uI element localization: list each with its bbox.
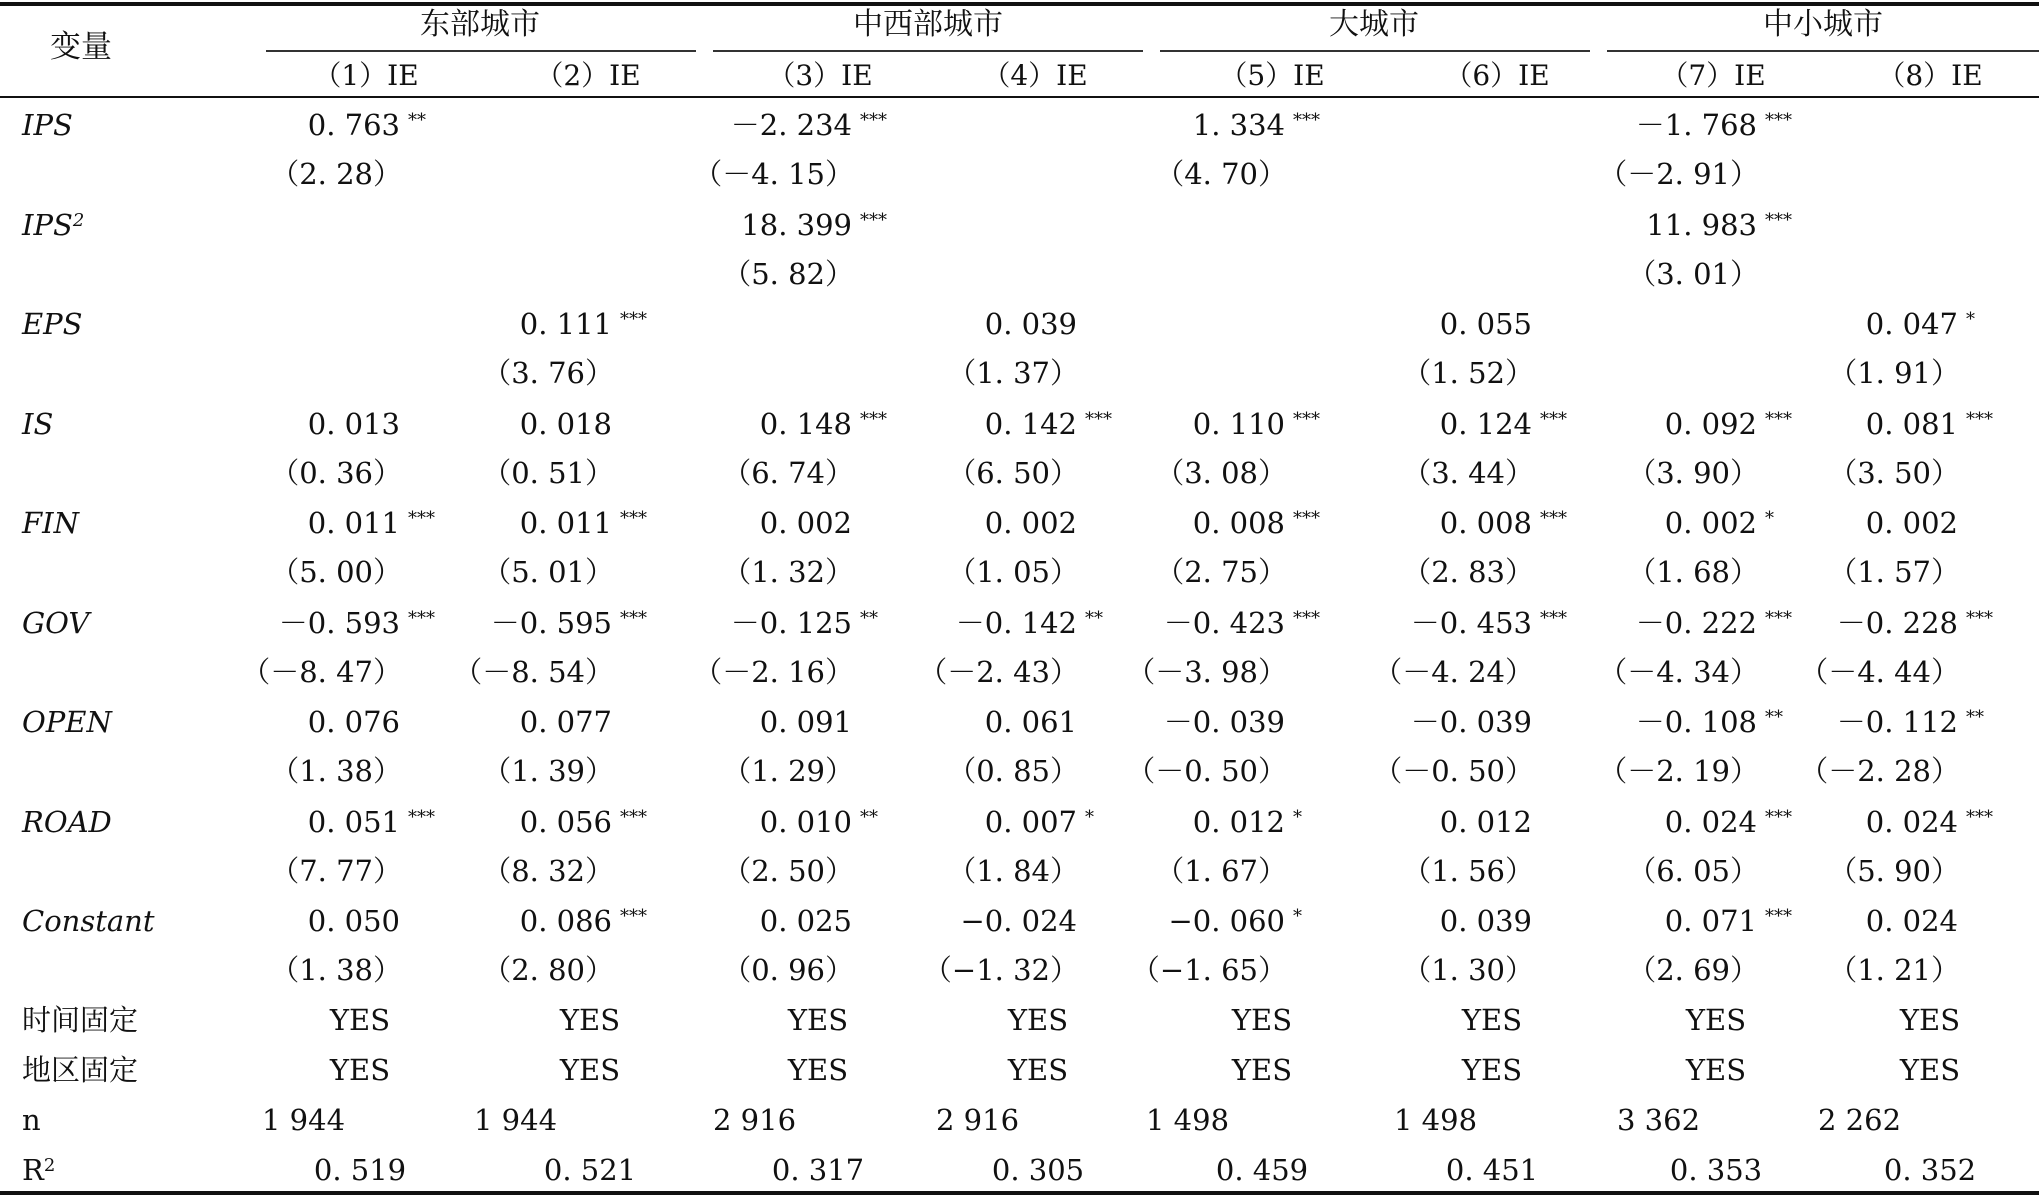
group-rule-central-west bbox=[713, 50, 1143, 52]
significance-stars: *** bbox=[1540, 409, 1567, 430]
t-stat-cell: （－2. 28） bbox=[1799, 754, 1960, 788]
row-label-7-text: OPEN bbox=[22, 705, 112, 739]
t-stat-cell: （1. 38） bbox=[270, 953, 402, 987]
footer-cell: YES bbox=[559, 1053, 621, 1087]
footer-cell: YES bbox=[787, 1003, 849, 1037]
footer-cell: 1 498 bbox=[1394, 1103, 1478, 1137]
row-label-9-text: Constant bbox=[22, 904, 155, 938]
t-stat-cell: （3. 08） bbox=[1155, 456, 1287, 490]
footer-label-text: 地区固定 bbox=[22, 1053, 139, 1087]
coefficient-cell: 0. 092 bbox=[1664, 407, 1757, 441]
significance-stars: ** bbox=[860, 608, 878, 629]
significance-stars: *** bbox=[1966, 409, 1993, 430]
row-label-9 bbox=[22, 904, 154, 938]
coefficient-cell: 0. 002 bbox=[984, 506, 1077, 540]
coefficient-cell: －1. 768 bbox=[1635, 108, 1757, 142]
footer-cell: 0. 519 bbox=[313, 1153, 407, 1187]
header-rule bbox=[0, 96, 2039, 98]
significance-stars: ** bbox=[408, 110, 426, 131]
significance-stars: *** bbox=[620, 608, 647, 629]
coefficient-cell: 0. 039 bbox=[1439, 904, 1532, 938]
significance-stars: *** bbox=[620, 309, 647, 330]
coefficient-cell: 0. 012 bbox=[1192, 805, 1285, 839]
t-stat-cell: （1. 67） bbox=[1155, 854, 1287, 888]
coefficient-cell: －0. 453 bbox=[1410, 606, 1532, 640]
t-stat-cell: （3. 44） bbox=[1402, 456, 1534, 490]
t-stat-cell: （2. 50） bbox=[722, 854, 854, 888]
coefficient-cell: 0. 007 bbox=[984, 805, 1077, 839]
column-header-3: （3）IE bbox=[767, 59, 873, 92]
column-header-8: （8）IE bbox=[1877, 59, 1983, 92]
footer-cell: YES bbox=[1007, 1053, 1069, 1087]
t-stat-cell: （－4. 34） bbox=[1598, 655, 1759, 689]
coefficient-cell: 0. 111 bbox=[519, 307, 612, 341]
footer-label-text: 时间固定 bbox=[22, 1003, 139, 1037]
footer-cell: YES bbox=[559, 1003, 621, 1037]
coefficient-cell: 1. 334 bbox=[1192, 108, 1285, 142]
group-rule-large bbox=[1160, 50, 1590, 52]
footer-cell: YES bbox=[1899, 1053, 1961, 1087]
coefficient-cell: 0. 012 bbox=[1439, 805, 1532, 839]
row-label-7 bbox=[22, 705, 112, 739]
t-stat-cell: （3. 76） bbox=[482, 356, 614, 390]
coefficient-cell: －0. 595 bbox=[490, 606, 612, 640]
column-header-6: （6）IE bbox=[1444, 59, 1550, 92]
coefficient-cell: 0. 008 bbox=[1439, 506, 1532, 540]
footer-cell: 2 916 bbox=[936, 1103, 1020, 1137]
t-stat-cell: （2. 83） bbox=[1402, 555, 1534, 589]
group-header-small-medium: 中小城市 bbox=[1763, 7, 1883, 42]
significance-stars: ** bbox=[860, 807, 878, 828]
significance-stars: *** bbox=[1765, 110, 1792, 131]
t-stat-cell: （1. 30） bbox=[1402, 953, 1534, 987]
t-stat-cell: （－8. 54） bbox=[453, 655, 614, 689]
t-stat-cell: （1. 29） bbox=[722, 754, 854, 788]
significance-stars: *** bbox=[1293, 110, 1320, 131]
coefficient-cell: 0. 008 bbox=[1192, 506, 1285, 540]
coefficient-cell: －0. 112 bbox=[1836, 705, 1958, 739]
t-stat-cell: （1. 84） bbox=[947, 854, 1079, 888]
coefficient-cell: －0. 108 bbox=[1635, 705, 1757, 739]
footer-label-text: n bbox=[22, 1103, 41, 1137]
row-label-3-text: EPS bbox=[22, 307, 83, 341]
footer-cell: YES bbox=[1231, 1053, 1293, 1087]
coefficient-cell: －0. 039 bbox=[1163, 705, 1285, 739]
coefficient-cell: 0. 002 bbox=[1865, 506, 1958, 540]
footer-cell: YES bbox=[1685, 1053, 1747, 1087]
coefficient-cell: 0. 025 bbox=[759, 904, 852, 938]
t-stat-cell: （1. 37） bbox=[947, 356, 1079, 390]
significance-stars: *** bbox=[408, 608, 435, 629]
t-stat-cell: （0. 36） bbox=[270, 456, 402, 490]
footer-label-text: R bbox=[22, 1153, 44, 1187]
significance-stars: *** bbox=[1765, 210, 1792, 231]
significance-stars: *** bbox=[620, 906, 647, 927]
footer-label-1 bbox=[22, 1003, 138, 1037]
coefficient-cell: 0. 061 bbox=[984, 705, 1077, 739]
coefficient-cell: 0. 011 bbox=[519, 506, 612, 540]
coefficient-cell: －0. 222 bbox=[1635, 606, 1757, 640]
row-label-5 bbox=[22, 506, 79, 540]
coefficient-cell: －0. 125 bbox=[730, 606, 852, 640]
significance-stars: *** bbox=[860, 210, 887, 231]
row-label-6 bbox=[22, 606, 89, 640]
t-stat-cell: （5. 00） bbox=[270, 555, 402, 589]
t-stat-cell: （－4. 15） bbox=[693, 157, 854, 191]
significance-stars: *** bbox=[1293, 508, 1320, 529]
significance-stars: * bbox=[1293, 807, 1302, 828]
coefficient-cell: －0. 039 bbox=[1410, 705, 1532, 739]
group-rule-small-medium bbox=[1607, 50, 2039, 52]
t-stat-cell: （1. 68） bbox=[1627, 555, 1759, 589]
row-label-6-text: GOV bbox=[22, 606, 90, 640]
significance-stars: *** bbox=[408, 807, 435, 828]
t-stat-cell: （－2. 16） bbox=[693, 655, 854, 689]
footer-cell: 3 362 bbox=[1617, 1103, 1701, 1137]
coefficient-cell: −0. 060 bbox=[1168, 904, 1285, 938]
footer-cell: YES bbox=[1007, 1003, 1069, 1037]
t-stat-cell: （0. 85） bbox=[947, 754, 1079, 788]
t-stat-cell: （－3. 98） bbox=[1126, 655, 1287, 689]
t-stat-cell: （1. 52） bbox=[1402, 356, 1534, 390]
top-rule bbox=[0, 2, 2039, 6]
significance-stars: * bbox=[1085, 807, 1094, 828]
t-stat-cell: （2. 69） bbox=[1627, 953, 1759, 987]
significance-stars: *** bbox=[1293, 409, 1320, 430]
coefficient-cell: 0. 024 bbox=[1865, 904, 1958, 938]
row-label-1 bbox=[22, 108, 73, 142]
column-header-5: （5）IE bbox=[1219, 59, 1325, 92]
row-label-4 bbox=[22, 407, 53, 441]
significance-stars: *** bbox=[620, 807, 647, 828]
t-stat-cell: （8. 32） bbox=[482, 854, 614, 888]
t-stat-cell: （1. 56） bbox=[1402, 854, 1534, 888]
group-rule-east bbox=[266, 50, 696, 52]
t-stat-cell: （1. 05） bbox=[947, 555, 1079, 589]
t-stat-cell: （6. 74） bbox=[722, 456, 854, 490]
coefficient-cell: 0. 050 bbox=[307, 904, 400, 938]
coefficient-cell: 0. 013 bbox=[307, 407, 400, 441]
t-stat-cell: （－2. 91） bbox=[1598, 157, 1759, 191]
significance-stars: *** bbox=[1765, 409, 1792, 430]
t-stat-cell: （－0. 50） bbox=[1126, 754, 1287, 788]
significance-stars: *** bbox=[1540, 608, 1567, 629]
footer-label-3 bbox=[22, 1103, 41, 1137]
coefficient-cell: －2. 234 bbox=[730, 108, 852, 142]
significance-stars: *** bbox=[1765, 608, 1792, 629]
significance-stars: *** bbox=[1966, 807, 1993, 828]
coefficient-cell: 0. 024 bbox=[1664, 805, 1757, 839]
group-header-large: 大城市 bbox=[1329, 7, 1419, 42]
footer-label-superscript: 2 bbox=[43, 1155, 56, 1176]
coefficient-cell: 18. 399 bbox=[741, 208, 852, 242]
t-stat-cell: （1. 91） bbox=[1828, 356, 1960, 390]
variable-header: 变量 bbox=[50, 29, 112, 65]
row-label-5-text: FIN bbox=[22, 506, 79, 540]
t-stat-cell: （1. 38） bbox=[270, 754, 402, 788]
significance-stars: *** bbox=[1765, 906, 1792, 927]
t-stat-cell: （3. 90） bbox=[1627, 456, 1759, 490]
t-stat-cell: （－2. 43） bbox=[918, 655, 1079, 689]
coefficient-cell: 0. 002 bbox=[1664, 506, 1757, 540]
coefficient-cell: 0. 086 bbox=[519, 904, 612, 938]
significance-stars: * bbox=[1966, 309, 1975, 330]
group-header-east: 东部城市 bbox=[420, 7, 540, 42]
t-stat-cell: （1. 57） bbox=[1828, 555, 1960, 589]
significance-stars: * bbox=[1765, 508, 1774, 529]
coefficient-cell: －0. 142 bbox=[955, 606, 1077, 640]
t-stat-cell: （0. 51） bbox=[482, 456, 614, 490]
coefficient-cell: 0. 010 bbox=[759, 805, 852, 839]
row-label-3 bbox=[22, 307, 83, 341]
t-stat-cell: （－4. 24） bbox=[1373, 655, 1534, 689]
significance-stars: *** bbox=[860, 110, 887, 131]
footer-cell: YES bbox=[329, 1003, 391, 1037]
t-stat-cell: （2. 28） bbox=[270, 157, 402, 191]
coefficient-cell: 0. 056 bbox=[519, 805, 612, 839]
t-stat-cell: （1. 32） bbox=[722, 555, 854, 589]
footer-label-4 bbox=[22, 1153, 55, 1187]
significance-stars: *** bbox=[408, 508, 435, 529]
t-stat-cell: （−1. 65） bbox=[1130, 953, 1287, 987]
column-header-2: （2）IE bbox=[535, 59, 641, 92]
coefficient-cell: 0. 148 bbox=[759, 407, 852, 441]
footer-cell: 0. 459 bbox=[1215, 1153, 1309, 1187]
significance-stars: *** bbox=[1966, 608, 1993, 629]
row-label-4-text: IS bbox=[22, 407, 54, 441]
t-stat-cell: （5. 82） bbox=[722, 257, 854, 291]
row-label-8 bbox=[22, 805, 112, 839]
coefficient-cell: 0. 051 bbox=[307, 805, 400, 839]
coefficient-cell: −0. 024 bbox=[960, 904, 1077, 938]
footer-cell: 0. 352 bbox=[1883, 1153, 1977, 1187]
significance-stars: *** bbox=[1293, 608, 1320, 629]
footer-label-2 bbox=[22, 1053, 138, 1087]
t-stat-cell: （5. 90） bbox=[1828, 854, 1960, 888]
footer-cell: YES bbox=[787, 1053, 849, 1087]
footer-cell: 0. 353 bbox=[1669, 1153, 1763, 1187]
coefficient-cell: 0. 081 bbox=[1865, 407, 1958, 441]
significance-stars: *** bbox=[860, 409, 887, 430]
coefficient-cell: 0. 018 bbox=[519, 407, 612, 441]
coefficient-cell: 0. 110 bbox=[1192, 407, 1285, 441]
t-stat-cell: （4. 70） bbox=[1155, 157, 1287, 191]
footer-cell: YES bbox=[1461, 1053, 1523, 1087]
t-stat-cell: （5. 01） bbox=[482, 555, 614, 589]
t-stat-cell: （－0. 50） bbox=[1373, 754, 1534, 788]
footer-cell: 2 916 bbox=[713, 1103, 797, 1137]
coefficient-cell: 0. 076 bbox=[307, 705, 400, 739]
coefficient-cell: －0. 423 bbox=[1163, 606, 1285, 640]
t-stat-cell: （2. 80） bbox=[482, 953, 614, 987]
significance-stars: * bbox=[1293, 906, 1302, 927]
coefficient-cell: 0. 002 bbox=[759, 506, 852, 540]
bottom-rule bbox=[0, 1191, 2039, 1195]
t-stat-cell: （6. 50） bbox=[947, 456, 1079, 490]
group-header-central-west: 中西部城市 bbox=[853, 7, 1003, 42]
t-stat-cell: （－8. 47） bbox=[241, 655, 402, 689]
t-stat-cell: （－2. 19） bbox=[1598, 754, 1759, 788]
column-header-7: （7）IE bbox=[1660, 59, 1766, 92]
coefficient-cell: －0. 593 bbox=[278, 606, 400, 640]
row-label-2-superscript: 2 bbox=[72, 210, 85, 231]
footer-cell: 2 262 bbox=[1818, 1103, 1902, 1137]
coefficient-cell: 0. 091 bbox=[759, 705, 852, 739]
coefficient-cell: 0. 039 bbox=[984, 307, 1077, 341]
coefficient-cell: 0. 011 bbox=[307, 506, 400, 540]
coefficient-cell: 0. 077 bbox=[519, 705, 612, 739]
row-label-2-text: IPS bbox=[22, 208, 73, 242]
footer-cell: 1 944 bbox=[262, 1103, 346, 1137]
coefficient-cell: 0. 024 bbox=[1865, 805, 1958, 839]
significance-stars: *** bbox=[1765, 807, 1792, 828]
coefficient-cell: 0. 763 bbox=[307, 108, 400, 142]
t-stat-cell: （2. 75） bbox=[1155, 555, 1287, 589]
coefficient-cell: 0. 071 bbox=[1664, 904, 1757, 938]
significance-stars: ** bbox=[1085, 608, 1103, 629]
t-stat-cell: （－4. 44） bbox=[1799, 655, 1960, 689]
footer-cell: 0. 317 bbox=[771, 1153, 865, 1187]
t-stat-cell: （3. 50） bbox=[1828, 456, 1960, 490]
significance-stars: *** bbox=[1085, 409, 1112, 430]
coefficient-cell: －0. 228 bbox=[1836, 606, 1958, 640]
significance-stars: *** bbox=[620, 508, 647, 529]
footer-cell: YES bbox=[329, 1053, 391, 1087]
t-stat-cell: （0. 96） bbox=[722, 953, 854, 987]
t-stat-cell: （−1. 32） bbox=[922, 953, 1079, 987]
coefficient-cell: 0. 055 bbox=[1439, 307, 1532, 341]
footer-cell: 0. 521 bbox=[543, 1153, 637, 1187]
t-stat-cell: （6. 05） bbox=[1627, 854, 1759, 888]
footer-cell: 0. 305 bbox=[991, 1153, 1085, 1187]
t-stat-cell: （1. 21） bbox=[1828, 953, 1960, 987]
coefficient-cell: 0. 142 bbox=[984, 407, 1077, 441]
significance-stars: *** bbox=[1540, 508, 1567, 529]
significance-stars: ** bbox=[1765, 707, 1783, 728]
row-label-2 bbox=[22, 208, 84, 242]
coefficient-cell: 0. 047 bbox=[1865, 307, 1958, 341]
t-stat-cell: （3. 01） bbox=[1627, 257, 1759, 291]
column-header-1: （1）IE bbox=[313, 59, 419, 92]
column-header-4: （4）IE bbox=[982, 59, 1088, 92]
coefficient-cell: 0. 124 bbox=[1439, 407, 1532, 441]
footer-cell: 1 498 bbox=[1146, 1103, 1230, 1137]
footer-cell: YES bbox=[1685, 1003, 1747, 1037]
t-stat-cell: （1. 39） bbox=[482, 754, 614, 788]
t-stat-cell: （7. 77） bbox=[270, 854, 402, 888]
row-label-1-text: IPS bbox=[22, 108, 73, 142]
significance-stars: ** bbox=[1966, 707, 1984, 728]
footer-cell: 1 944 bbox=[474, 1103, 558, 1137]
footer-cell: YES bbox=[1461, 1003, 1523, 1037]
coefficient-cell: 11. 983 bbox=[1646, 208, 1757, 242]
footer-cell: YES bbox=[1899, 1003, 1961, 1037]
row-label-8-text: ROAD bbox=[22, 805, 112, 839]
footer-cell: YES bbox=[1231, 1003, 1293, 1037]
footer-cell: 0. 451 bbox=[1445, 1153, 1539, 1187]
